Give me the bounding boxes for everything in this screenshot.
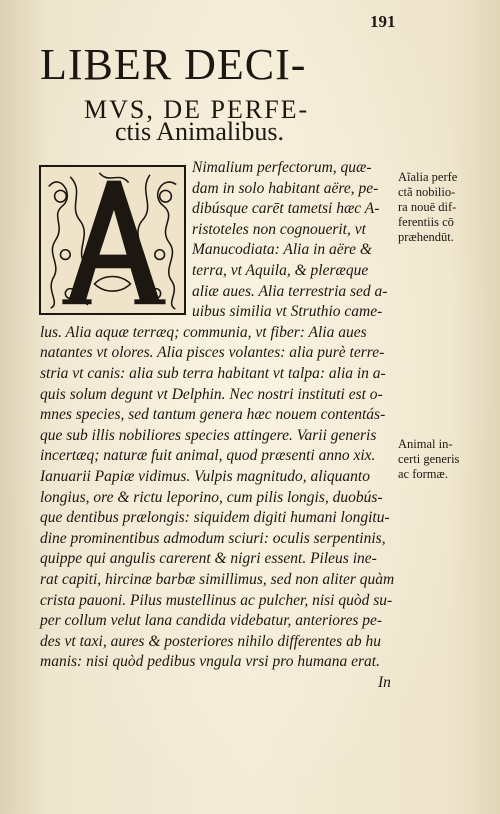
margin-note-line: ra nouē dif- [398,200,457,214]
text-line: dam in solo habitant aëre, pe- [192,179,379,197]
text-line: terra, vt Aquila, & pleræque [192,262,369,279]
text-line: quippe qui angulis carerent & nigri essent. Pileus ine- [40,550,377,568]
text-line: crista pauoni. Pilus mustellinus ac pulcher, nisi quòd su- [40,591,393,609]
text-line: manis: nisi quòd pedibus vngula vrsi pro humana erat. [40,653,380,671]
text-line: Nimalium perfectorum, quæ- [192,159,372,176]
text-line: rat capiti, hircinæ barbæ simillimus, sed non aliter quàm [40,571,395,588]
margin-note-line: ferentiis cō [398,215,454,229]
margin-note-line: ac formæ. [398,467,448,481]
text-line: dine prominentibus admodum sciuri: oculis serpentinis, [40,529,386,547]
margin-note-line: præhendūt. [398,230,454,244]
chapter-subtitle-line-2: ctis Animalibus. [115,117,284,146]
text-line: uibus similia vt Struthio came- [192,303,383,321]
text-line: per collum velut lana candida videbatur, anteriores pe- [40,612,383,630]
text-line: lus. Alia aquæ terræq; communia, vt fiber: Alia aues [40,323,367,341]
chapter-subtitle-line-1: MVS, DE PERFE- [84,95,310,124]
text-line: aliæ aues. Alia terrestria sed a- [192,282,388,300]
decorated-initial-letter [39,165,186,315]
text-line: incertæq; naturæ fuit animal, quod præsenti anno xix. [40,447,376,465]
text-line: que sub illis nobiliores species attingere. Varii generis [40,426,377,444]
text-line: natantes vt olores. Alia pisces volantes: alia purè terre- [40,344,385,362]
text-line: longius, ore & rictu leporino, cum pilis longis, duobús- [40,488,383,506]
text-line: quis solum degunt vt Delphin. Nec nostri instituti est o- [40,385,383,403]
text-line: In [378,674,391,691]
text-line: ristoteles non cognouerit, vt [192,220,366,238]
text-line: dibúsque carēt tametsi hæc A- [192,200,380,218]
text-line: Ianuarii Papiæ vidimus. Vulpis magnitudo, aliquanto [40,468,370,485]
margin-note-line: Aĩalia perfe [398,170,458,184]
chapter-title: LIBER DECI- [40,40,307,89]
page-number: 191 [370,12,396,31]
text-line: mnes species, sed tantum genera hæc nouem contentás- [40,406,386,424]
margin-note-line: Animal in- [398,437,453,451]
text-line: stria vt canis: alia sub terra habitant vt talpa: alia in a- [40,365,386,382]
text-line: Manucodiata: Alia in aëre & [192,241,372,259]
margin-note-line: certi generis [398,452,460,466]
ornamental-initial-icon [41,167,184,313]
text-line: que dentibus prælongis: siquidem digiti humani longitu- [40,509,390,527]
margin-note-line: ctã nobilio- [398,185,456,199]
text-line: des vt taxi, aures & posteriores nihilo differentes ab hu [40,632,381,650]
